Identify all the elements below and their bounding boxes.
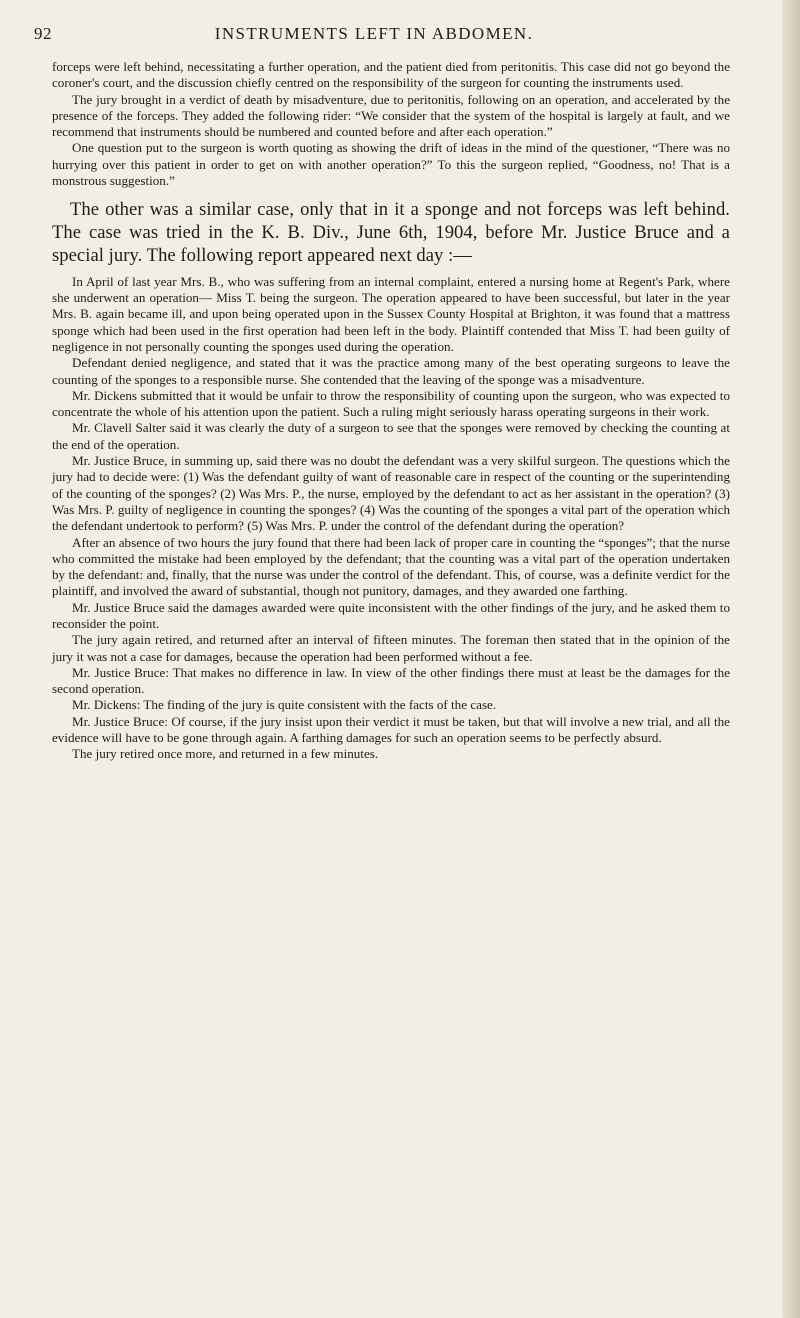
report-paragraph: The jury retired once more, and returned in a few minutes. xyxy=(72,746,379,762)
report-paragraphs xyxy=(52,274,730,763)
report-paragraph: Mr. Dickens submitted that it would be unfair to throw the responsibility of counting upon the surgeon, who was expected to concentrate the whole of his attention upon the patient. Such a ruling might seriously harass operating surgeons in their work. xyxy=(52,387,730,420)
report-paragraph: Mr. Justice Bruce: Of course, if the jury insist upon their verdict it must be taken, but that will involve a new trial, and all the evidence will have to be gone through again. A farthing damages for such an operation seems to be perfectly absurd. xyxy=(52,713,730,746)
report-paragraph: Mr. Clavell Salter said it was clearly the duty of a surgeon to see that the sponges were removed by checking the counting at the end of the operation. xyxy=(52,420,730,452)
paragraph-jury-verdict: The jury brought in a verdict of death by misadventure, due to peritonitis, following on an operation, and accelerated by the presence of the forceps. They added the following rider: “We consider that the system of the hospital is largely at fault, and we recommend that instruments should be numbered and counted before and after each operation.” xyxy=(52,91,730,140)
report-paragraph: Defendant denied negligence, and stated that it was the practice among many of the best operating surgeons to leave the counting of the sponges to a responsible nurse. She contended that the leaving of the sponge was a misadventure. xyxy=(52,355,730,387)
report-paragraph: Mr. Dickens: The finding of the jury is quite consistent with the facts of the case. xyxy=(72,697,497,713)
lead-paragraph: The other was a similar case, only that in it a sponge and not forceps was left behind. The case was tried in the K. B. Div., June 6th, 1904, before Mr. Justice Bruce and a special jury. The following report appeared next day :— xyxy=(52,199,730,266)
report-paragraph: The jury again retired, and returned after an interval of fifteen minutes. The foreman then stated that in the opinion of the jury it was not a case for damages, because the operation had been performed without a fee. xyxy=(52,632,730,664)
report-paragraph: Mr. Justice Bruce, in summing up, said there was no doubt the defendant was a very skilful surgeon. The questions which the jury had to decide were: (1) Was the defendant guilty of want of reasonable care in respect of the counting or the superintending of the counting of the sponges? (2) Was Mrs. P., the nurse, employed by the defendant to act as her assistant in the operation? (3) Was Mrs. P. guilty of negligence in counting the sponges? (4) Was the counting of the sponges a vital part of the operation which the defendant undertook to perform? (5) Was Mrs. P. under the control of the defendant during the operation? xyxy=(52,453,730,534)
running-head: INSTRUMENTS LEFT IN ABDOMEN. xyxy=(214,24,534,43)
top-paragraphs xyxy=(52,59,730,189)
report-paragraph: After an absence of two hours the jury found that there had been lack of proper care in counting the “sponges”; that the nurse who committed the mistake had been employed by the defendant; that the counting was a vital part of the operation undertaken by the defendant: and, finally, that the nurse was under the control of the defendant. This, of course, was a definite verdict for the plaintiff, and involved the award of substantial, though not punitory, damages, and they awarded one farthing. xyxy=(52,534,730,599)
paragraph-continuation: forceps were left behind, necessitating a further operation, and the patient died from peritonitis. This case did not go beyond the coroner's court, and the discussion chiefly centred on the responsibility of the surgeon for counting the instruments used. xyxy=(52,59,730,91)
report-paragraph: Mr. Justice Bruce said the damages awarded were quite inconsistent with the other findings of the jury, and he asked them to reconsider the point. xyxy=(52,599,730,631)
report-paragraph: In April of last year Mrs. B., who was suffering from an internal complaint, entered a nursing home at Regent's Park, where she underwent an operation— Miss T. being the surgeon. The operation appeared to have been successful, but later in the year Mrs. B. again became ill, and upon being operated upon in the Sussex County Hospital at Brighton, it was found that a mattress sponge which had been used in the first operation had been left in the body. Plaintiff contended that Miss T. had been guilty of negligence in not personally counting the sponges used during the operation. xyxy=(52,273,730,354)
page-body xyxy=(52,59,730,763)
page-number: 92 xyxy=(34,24,52,43)
paragraph-question: One question put to the surgeon is worth quoting as showing the drift of ideas in the mind of the questioner, “There was no hurrying over this patient in order to get on with another operation?” To this the surgeon replied, “Goodness, no! That is a monstrous suggestion.” xyxy=(52,140,730,189)
page-header xyxy=(34,24,714,48)
page-edge-shadow xyxy=(782,0,800,1318)
report-paragraph: Mr. Justice Bruce: That makes no difference in law. In view of the other findings there must at least be the damages for the second operation. xyxy=(52,664,730,697)
